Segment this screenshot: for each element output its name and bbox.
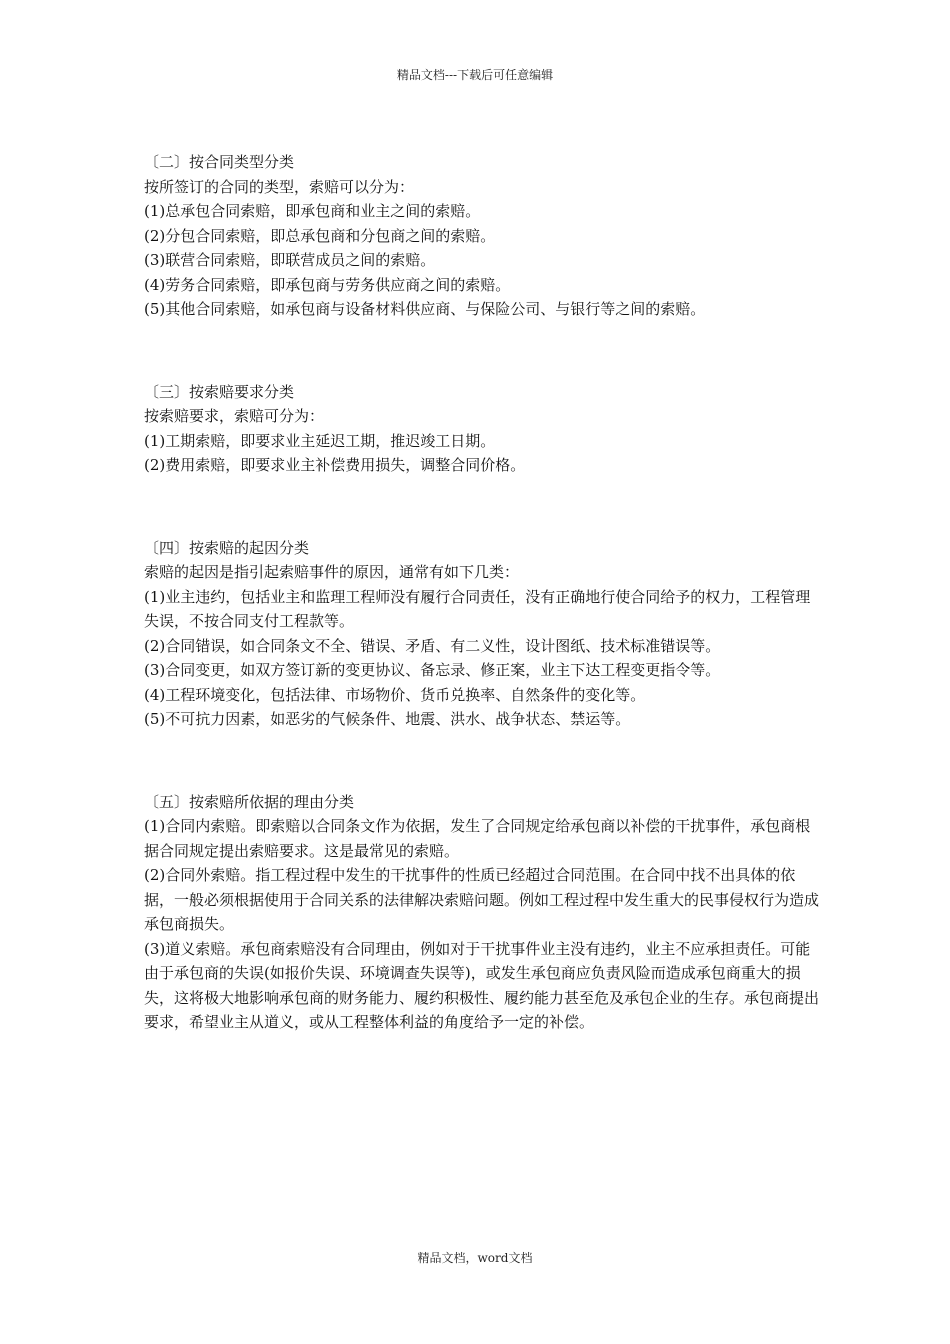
list-item: (2)分包合同索赔，即总承包商和分包商之间的索赔。: [144, 226, 496, 245]
list-item: (5)不可抗力因素，如恶劣的气候条件、地震、洪水、战争状态、禁运等。: [144, 710, 631, 728]
page-header: 精品文档---下载后可任意编辑: [396, 68, 554, 82]
list-item: (1)工期索赔，即要求业主延迟工期，推迟竣工日期。: [144, 431, 496, 450]
list-item: (2)合同错误，如合同条文不全、错误、矛盾、有二义性，设计图纸、技术标准错误等。: [144, 636, 721, 655]
list-item: (1)合同内索赔。即索赔以合同条文作为依据，发生了合同规定给承包商以补偿的干扰事件，承包商根据合同规定提出索赔要求。这是最常见的索赔。: [144, 817, 811, 860]
list-item: (3)道义索赔。承包商索赔没有合同理由，例如对于干扰事件业主没有违约，业主不应承担责任。可能由于承包商的失误(如报价失误、环境调查失误等)，或发生承包商应负责风险而造成承包商重大的损失，这将极大地影响承包商的财务能力、履约积极性、履约能力甚至危及承包企业的生存。承包商提出要求，希望业主从道义，或从工程整体利益的角度给予一定的补偿。: [144, 939, 820, 1031]
list-item: (3)联营合同索赔，即联营成员之间的索赔。: [144, 251, 436, 269]
section-claim-requirement: [144, 380, 824, 478]
section-title: 〔四〕按索赔的起因分类: [144, 538, 310, 557]
list-item: (3)合同变更，如双方签订新的变更协议、备忘录、修正案，业主下达工程变更指令等。: [144, 661, 721, 679]
paragraph: 按所签订的合同的类型，索赔可以分为：: [144, 177, 415, 196]
list-item: (2)合同外索赔。指工程过程中发生的干扰事件的性质已经超过合同范围。在合同中找不出具体的依据，一般必须根据使用于合同关系的法律解决索赔问题。例如工程过程中发生重大的民事侵权行为造成承包商损失。: [144, 866, 820, 933]
list-item: (4)工程环境变化，包括法律、市场物价、货币兑换率、自然条件的变化等。: [144, 685, 646, 704]
list-item: (4)劳务合同索赔，即承包商与劳务供应商之间的索赔。: [144, 275, 511, 294]
section-claim-cause: [144, 536, 824, 732]
list-item: (1)业主违约，包括业主和监理工程师没有履行合同责任，没有正确地行使合同给予的权力，工程管理失误，不按合同支付工程款等。: [144, 587, 811, 630]
page-footer: 精品文档，word文档: [417, 1251, 533, 1265]
section-contract-type: [144, 150, 824, 322]
paragraph: 按索赔要求，索赔可分为：: [144, 407, 325, 425]
section-title: 〔三〕按索赔要求分类: [144, 382, 295, 401]
document-body: [144, 150, 824, 1035]
list-item: (5)其他合同索赔，如承包商与设备材料供应商、与保险公司、与银行等之间的索赔。: [144, 300, 706, 318]
paragraph: 索赔的起因是指引起索赔事件的原因，通常有如下几类：: [144, 563, 520, 581]
section-title: 〔二〕按合同类型分类: [144, 153, 295, 171]
list-item: (1)总承包合同索赔，即承包商和业主之间的索赔。: [144, 202, 481, 220]
section-claim-basis: [144, 790, 824, 1035]
section-title: 〔五〕按索赔所依据的理由分类: [144, 792, 355, 811]
list-item: (2)费用索赔，即要求业主补偿费用损失，调整合同价格。: [144, 456, 526, 474]
